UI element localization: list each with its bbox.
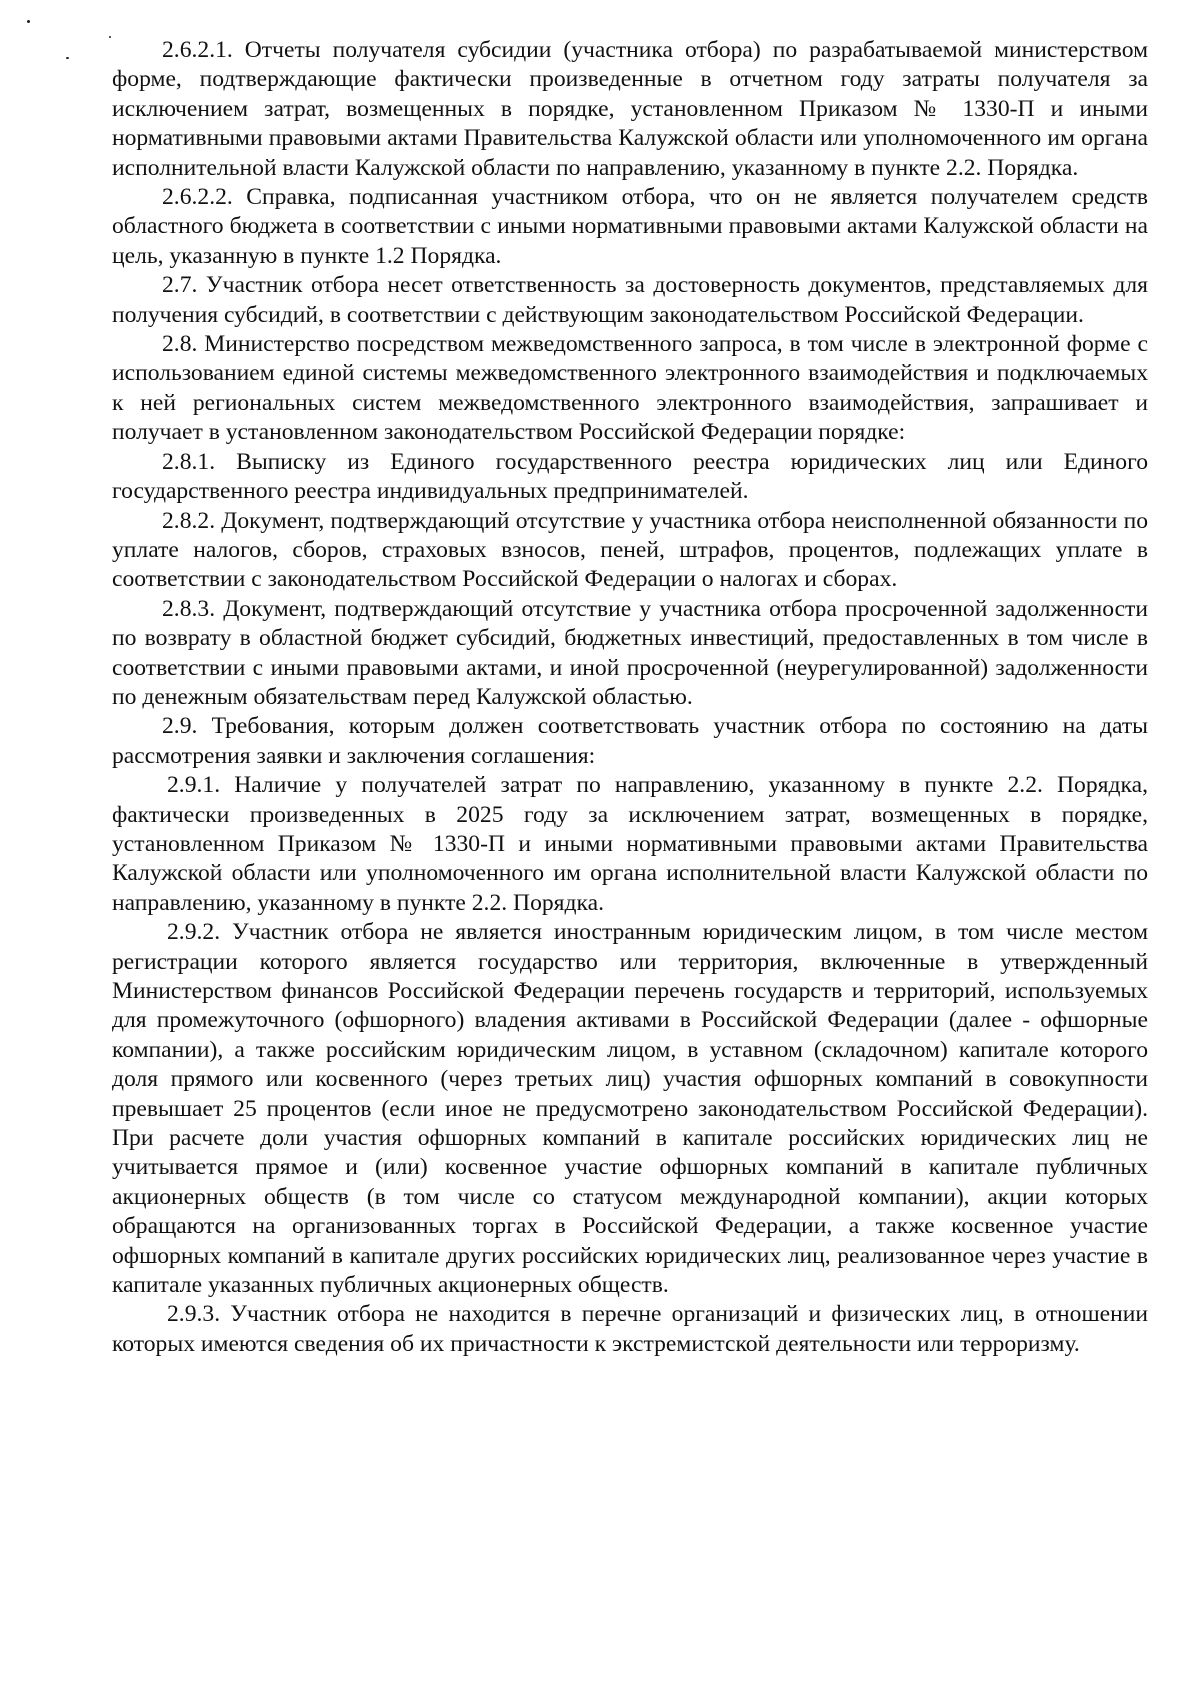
paragraph-2-8-2: 2.8.2. Документ, подтверждающий отсутствие у участника отбора неисполненной обязанности по уплате налогов, сборов, страховых взносов, пеней, штрафов, процентов, подлежащих уплате в соответствии с законодательством Российской Федерации о налогах и сборах. [112,507,1148,593]
paragraph-2-9: 2.9. Требования, которым должен соответствовать участник отбора по состоянию на даты рассмотрения заявки и заключения соглашения: [112,713,1148,769]
paragraph-2-9-2: 2.9.2. Участник отбора не является иностранным юридическим лицом, в том числе местом регистрации которого является государство или территория, включенные в утвержденный Министерством финансов Российской Федерации перечень государств и территорий, используемых для промежуточного (офшорного) владения активами в Российской Федерации (далее - офшорные компании), а также российским юридическим лицом, в уставном (складочном) капитале которого доля прямого или косвенного (через третьих лиц) участия офшорных компаний в совокупности превышает 25 процентов (если иное не предусмотрено законодательством Российской Федерации). При расчете доли участия офшорных компаний в капитале российских юридических лиц не учитывается прямое и (или) косвенное участие офшорных компаний в капитале публичных акционерных обществ (в том числе со статусом международной компании), акции которых обращаются на организованных торгах в Российской Федерации, а также косвенное участие офшорных компаний в капитале других российских юридических лиц, реализованное через участие в капитале указанных публичных акционерных обществ. [112,919,1148,1299]
paragraph-2-9-1: 2.9.1. Наличие у получателей затрат по направлению, указанному в пункте 2.2. Порядка, фактически произведенных в 2025 году за исключением затрат, возмещенных в порядке, установленном Приказом № 1330-П и иными нормативными правовыми актами Правительства Калужской области или уполномоченного им органа исполнительной власти Калужской области по направлению, указанному в пункте 2.2. Порядка. [112,772,1148,916]
paragraph-2-8-3: 2.8.3. Документ, подтверждающий отсутствие у участника отбора просроченной задолженности по возврату в областной бюджет субсидий, бюджетных инвестиций, предоставленных в том числе в соответствии с иными правовыми актами, и иной просроченной (неурегулированной) задолженности по денежным обязательствам перед Калужской областью. [112,595,1148,710]
scan-speck [27,20,30,23]
paragraph-2-7: 2.7. Участник отбора несет ответственность за достоверность документов, представляемых для получения субсидий, в соответствии с действующим законодательством Российской Федерации. [112,272,1148,328]
paragraph-2-6-2-2: 2.6.2.2. Справка, подписанная участником отбора, что он не является получателем средств областного бюджета в соответствии с иными нормативными правовыми актами Калужской области на цель, указанную в пункте 1.2 Порядка. [112,184,1148,269]
document-body [112,36,1148,1359]
paragraph-2-6-2-1: 2.6.2.1. Отчеты получателя субсидии (участника отбора) по разрабатываемой министерством форме, подтверждающие фактически произведенные в отчетном году затраты получателя за исключением затрат, возмещенных в порядке, установленном Приказом № 1330-П и иными нормативными правовыми актами Правительства Калужской области или уполномоченного им органа исполнительной власти Калужской области по направлению, указанному в пункте 2.2. Порядка. [112,37,1148,181]
paragraph-2-8-1: 2.8.1. Выписку из Единого государственного реестра юридических лиц или Единого государственного реестра индивидуальных предпринимателей. [112,448,1148,505]
paragraph-2-8: 2.8. Министерство посредством межведомственного запроса, в том числе в электронной форме с использованием единой системы межведомственного электронного взаимодействия и подключаемых к ней региональных систем межведомственного электронного взаимодействия, запрашивает и получает в установленном законодательством Российской Федерации порядке: [112,331,1148,446]
paragraph-2-9-3: 2.9.3. Участник отбора не находится в перечне организаций и физических лиц, в отношении которых имеются сведения об их причастности к экстремистской деятельности или терроризму. [112,1301,1148,1357]
scan-speck [66,57,69,59]
scan-speck [109,36,111,38]
